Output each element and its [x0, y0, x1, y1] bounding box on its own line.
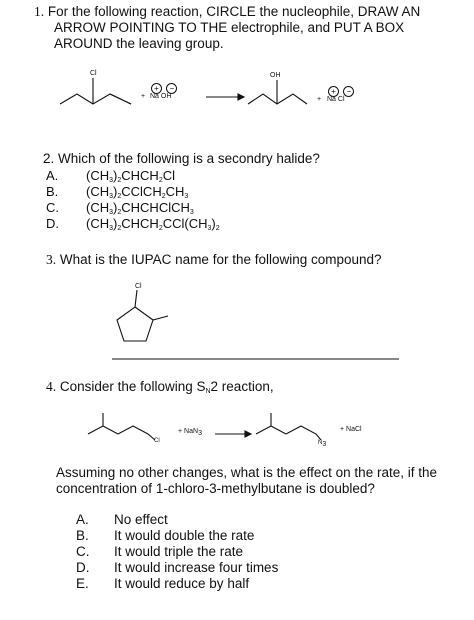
q4-reaction-arrow — [215, 431, 251, 437]
q4-option-e — [76, 576, 249, 592]
q3-cyclopentane-structure — [117, 290, 168, 341]
q4-product-subscript: 3 — [322, 441, 327, 448]
formula-part: Cl — [162, 168, 176, 183]
q4-option-text: It would increase four times — [114, 560, 279, 575]
formula-part: (CH — [86, 168, 110, 183]
q2-option-letter: C. — [46, 200, 59, 215]
q1-plus-2: + — [317, 96, 322, 103]
formula-part: CHCH — [121, 216, 159, 231]
formula-part: (CH — [86, 216, 110, 231]
formula-part: ) — [113, 184, 118, 199]
q4-byproduct: NaCl — [346, 426, 362, 433]
formula-part: CCl(CH — [162, 216, 208, 231]
q3-cl-label: Cl — [135, 283, 142, 290]
q1-text-line1: For the following reaction, CIRCLE the nucleophile, DRAW AN — [47, 4, 421, 19]
q3-prompt: What is the IUPAC name for the following compound? — [59, 252, 382, 267]
q4-question-line1: Assuming no other changes, what is the effect on the rate, if the — [56, 465, 437, 480]
q4-reagent-subscript: 3 — [198, 430, 202, 437]
q4-line — [46, 379, 274, 395]
q1-reagent: Na OH — [150, 93, 172, 100]
formula-part: ) — [211, 216, 216, 231]
q4-plus-1: + — [178, 428, 183, 435]
q4-reactant-cl-label: Cl — [154, 438, 160, 444]
formula-subscript: 2 — [215, 225, 220, 232]
q4-option-text: It would triple the rate — [114, 544, 244, 559]
formula-subscript: 2 — [161, 193, 166, 200]
q3-line — [46, 252, 382, 268]
q4-question-line2: concentration of 1-chloro-3-methylbutane is doubled? — [56, 481, 375, 496]
negative-charge-icon: − — [343, 86, 354, 97]
q4-prompt-subscript: N — [205, 388, 211, 395]
q1-plus-1: + — [141, 93, 146, 100]
formula-subscript: 2 — [117, 225, 122, 232]
q1-text-line2: ARROW POINTING TO THE electrophile, and PUT A BOX — [54, 20, 405, 35]
q4-option-text: It would reduce by half — [114, 576, 250, 591]
formula-subscript: 3 — [189, 209, 194, 216]
formula-part: (CH — [86, 200, 110, 215]
q2-option-d — [46, 216, 220, 232]
q1-text-line3: AROUND the leaving group. — [54, 36, 224, 51]
formula-part: ) — [113, 216, 118, 231]
q4-reagent: NaN — [184, 428, 199, 435]
q1-reactant-cl-label: Cl — [90, 70, 97, 77]
formula-subscript: 3 — [109, 193, 114, 200]
formula-subscript: 2 — [117, 209, 122, 216]
q2-option-letter: A. — [46, 168, 59, 183]
q4-option-letter: D. — [76, 560, 90, 575]
q4-product-label — [318, 440, 326, 446]
q1-product-structure — [248, 80, 307, 104]
formula-subscript: 3 — [184, 193, 189, 200]
q4-byproduct-line — [340, 426, 362, 433]
q4-option-c — [76, 544, 243, 560]
q4-product-structure — [256, 413, 321, 440]
negative-charge-icon: − — [166, 83, 177, 94]
formula-part: ) — [113, 200, 118, 215]
q1-number: 1. — [34, 4, 45, 19]
q2-option-b — [46, 184, 188, 200]
q4-reagent-line — [178, 428, 202, 435]
q2-option-c — [46, 200, 194, 216]
q4-plus-2: + — [340, 426, 345, 433]
q2-option-letter: D. — [46, 216, 59, 231]
q4-option-letter: C. — [76, 544, 90, 559]
formula-subscript: 2 — [158, 225, 163, 232]
q2-prompt: 2. Which of the following is a secondry halide? — [43, 151, 320, 166]
positive-charge-icon: + — [151, 83, 162, 94]
formula-subscript: 2 — [158, 177, 163, 184]
formula-part: (CH — [86, 184, 110, 199]
formula-subscript: 3 — [207, 225, 212, 232]
q4-prompt-a: Consider the following S — [59, 379, 206, 394]
formula-part: ) — [113, 168, 118, 183]
q2-option-letter: B. — [46, 184, 59, 199]
q4-option-letter: E. — [76, 576, 89, 591]
q1-byproduct: Na Cl — [327, 96, 345, 103]
q4-prompt-b: 2 reaction, — [210, 379, 274, 394]
q1-reaction-arrow — [206, 94, 244, 100]
q4-option-b — [76, 528, 254, 544]
positive-charge-icon: + — [328, 86, 339, 97]
q4-option-text: No effect — [114, 512, 168, 527]
formula-part: CClCH — [121, 184, 162, 199]
q4-option-letter: B. — [76, 528, 89, 543]
formula-subscript: 2 — [117, 177, 122, 184]
formula-subscript: 3 — [109, 209, 114, 216]
q4-option-a — [76, 512, 168, 528]
formula-part: CHCH — [121, 168, 159, 183]
formula-part: CH — [165, 184, 185, 199]
formula-subscript: 3 — [109, 225, 114, 232]
q4-number: 4. — [46, 379, 57, 394]
q4-option-d — [76, 560, 278, 576]
q1-reactant-structure — [60, 78, 131, 104]
q4-reactant-structure — [88, 413, 155, 440]
q4-product-n-label: N — [318, 440, 323, 446]
q4-option-letter: A. — [76, 512, 89, 527]
q3-number: 3. — [46, 252, 57, 267]
q4-option-text: It would double the rate — [114, 528, 255, 543]
q1-product-oh-label: OH — [270, 72, 281, 79]
formula-subscript: 3 — [109, 177, 114, 184]
formula-part: CHCHClCH — [121, 200, 190, 215]
q2-option-a — [46, 168, 175, 184]
formula-subscript: 2 — [117, 193, 122, 200]
